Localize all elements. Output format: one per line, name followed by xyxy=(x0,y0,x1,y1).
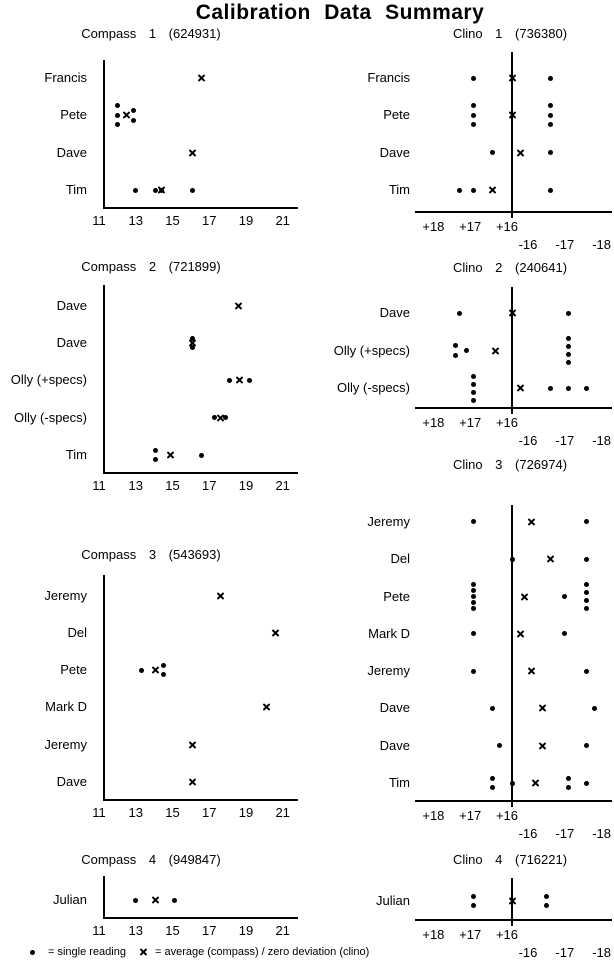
x-axis-line xyxy=(415,407,612,409)
single-reading-dot xyxy=(548,113,553,118)
clino-positive-tick-label: +18 xyxy=(422,415,445,430)
clino-negative-tick-label: -16 xyxy=(518,826,538,841)
single-reading-dot xyxy=(592,706,597,711)
clino-negative-tick-label: -16 xyxy=(518,237,538,252)
clino-positive-tick-label: +17 xyxy=(459,808,482,823)
zero-deviation-x-marker xyxy=(516,629,525,638)
zero-deviation-x-marker xyxy=(516,384,525,393)
x-tick-label: 19 xyxy=(238,478,254,493)
single-reading-dot xyxy=(544,894,549,899)
single-reading-dot xyxy=(457,311,462,316)
x-axis-line xyxy=(415,800,612,802)
clino-negative-tick-label: -18 xyxy=(592,433,611,448)
single-reading-dot xyxy=(227,378,232,383)
x-tick-label: 19 xyxy=(238,213,254,228)
single-reading-dot xyxy=(453,353,458,358)
single-reading-dot xyxy=(131,118,136,123)
row-label: Olly (-specs) xyxy=(337,380,410,395)
average-x-marker xyxy=(157,186,166,195)
single-reading-dot xyxy=(133,898,138,903)
single-reading-dot xyxy=(490,776,495,781)
single-reading-dot xyxy=(199,453,204,458)
zero-deviation-x-marker xyxy=(508,897,517,906)
x-tick-label: 15 xyxy=(165,805,180,820)
single-reading-dot xyxy=(471,382,476,387)
row-label: Francis xyxy=(44,70,87,86)
row-label: Francis xyxy=(367,70,410,86)
single-reading-dot xyxy=(139,668,144,673)
x-tick-label: 19 xyxy=(238,805,254,820)
single-reading-dot xyxy=(471,103,476,108)
average-x-marker xyxy=(166,451,175,460)
average-x-marker xyxy=(188,740,197,749)
single-reading-dot xyxy=(566,785,571,790)
x-tick-label: 11 xyxy=(92,213,106,228)
x-tick-label: 17 xyxy=(201,923,217,938)
single-reading-dot xyxy=(471,903,476,908)
row-label: Jeremy xyxy=(44,736,87,752)
zero-deviation-x-marker xyxy=(488,186,497,195)
clino-positive-tick-label: +18 xyxy=(422,808,445,823)
single-reading-dot xyxy=(471,631,476,636)
clino-positive-tick-label: +18 xyxy=(422,219,445,234)
zero-deviation-x-marker xyxy=(538,704,547,713)
single-reading-dot xyxy=(584,743,589,748)
zero-deviation-x-marker xyxy=(527,667,536,676)
y-axis-line xyxy=(103,575,105,799)
single-reading-dot xyxy=(548,188,553,193)
zero-deviation-x-marker xyxy=(491,346,500,355)
row-label: Mark D xyxy=(45,699,87,715)
single-reading-dot xyxy=(490,785,495,790)
row-label: Dave xyxy=(56,297,87,313)
single-reading-dot xyxy=(153,448,158,453)
single-reading-dot xyxy=(471,606,476,611)
row-label: Tim xyxy=(388,182,410,197)
zero-deviation-x-marker xyxy=(538,741,547,750)
single-reading-dot xyxy=(562,631,567,636)
single-reading-dot xyxy=(190,188,195,193)
x-tick-label: 21 xyxy=(275,923,290,938)
row-label: Dave xyxy=(379,700,410,716)
x-axis-line xyxy=(103,207,298,209)
page-title: Calibration Data Summary xyxy=(195,1,485,24)
clino-negative-tick-label: -18 xyxy=(592,826,611,841)
single-reading-dot xyxy=(161,672,166,677)
clino-positive-tick-label: +16 xyxy=(495,219,519,234)
row-label: Julian xyxy=(53,892,87,907)
clino-negative-tick-label: -17 xyxy=(555,945,575,960)
single-reading-dot xyxy=(584,598,589,603)
x-axis-line xyxy=(103,917,298,919)
single-reading-dot xyxy=(471,894,476,899)
row-label: Pete xyxy=(383,107,410,123)
x-tick-label: 11 xyxy=(92,478,106,493)
row-label: Olly (-specs) xyxy=(14,409,87,425)
chart-title: Compass 4 (949847) xyxy=(81,852,221,867)
single-reading-dot xyxy=(471,390,476,395)
single-reading-dot xyxy=(457,188,462,193)
single-reading-dot xyxy=(497,743,502,748)
single-reading-dot xyxy=(566,352,571,357)
x-tick-label: 11 xyxy=(92,805,106,820)
average-x-marker xyxy=(216,413,225,422)
single-reading-dot xyxy=(453,343,458,348)
single-reading-dot-icon xyxy=(30,950,35,955)
single-reading-dot xyxy=(544,903,549,908)
row-label: Del xyxy=(67,624,87,640)
single-reading-dot xyxy=(584,519,589,524)
row-label: Olly (+specs) xyxy=(333,342,410,358)
average-x-marker xyxy=(188,148,197,157)
x-tick-label: 21 xyxy=(275,805,290,820)
zero-deviation-x-marker xyxy=(508,309,517,318)
average-x-marker xyxy=(235,376,244,385)
row-label: Pete xyxy=(383,588,410,604)
x-axis-line xyxy=(103,799,298,801)
single-reading-dot xyxy=(464,348,469,353)
zero-deviation-x-marker xyxy=(516,148,525,157)
x-tick-label: 21 xyxy=(275,213,290,228)
single-reading-dot xyxy=(548,122,553,127)
chart-title: Clino 3 (726974) xyxy=(452,457,568,472)
zero-deviation-line xyxy=(511,505,513,807)
single-reading-dot xyxy=(584,386,589,391)
single-reading-dot xyxy=(490,150,495,155)
x-axis-line xyxy=(103,472,298,474)
zero-deviation-x-marker xyxy=(508,111,517,120)
x-tick-label: 15 xyxy=(165,478,180,493)
x-tick-label: 11 xyxy=(92,923,106,938)
single-reading-dot xyxy=(471,398,476,403)
row-label: Del xyxy=(390,551,410,567)
clino-positive-tick-label: +18 xyxy=(422,927,445,942)
clino-negative-tick-label: -18 xyxy=(592,945,611,960)
single-reading-dot xyxy=(584,606,589,611)
x-tick-label: 19 xyxy=(238,923,254,938)
chart-title: Compass 3 (543693) xyxy=(81,547,221,562)
x-tick-label: 13 xyxy=(128,805,143,820)
chart-title: Compass 2 (721899) xyxy=(81,259,221,274)
single-reading-dot xyxy=(490,706,495,711)
single-reading-dot xyxy=(133,188,138,193)
x-tick-label: 21 xyxy=(275,478,290,493)
single-reading-dot xyxy=(471,588,476,593)
single-reading-dot xyxy=(247,378,252,383)
single-reading-dot xyxy=(115,113,120,118)
chart-title: Compass 1 (624931) xyxy=(81,26,221,41)
single-reading-dot xyxy=(471,113,476,118)
clino-positive-tick-label: +17 xyxy=(459,927,482,942)
clino-negative-tick-label: -17 xyxy=(555,826,575,841)
chart-title: Clino 4 (716221) xyxy=(452,852,568,867)
single-reading-dot xyxy=(471,594,476,599)
zero-deviation-x-marker xyxy=(527,517,536,526)
clino-positive-tick-label: +17 xyxy=(459,415,482,430)
row-label: Pete xyxy=(60,662,87,678)
single-reading-dot xyxy=(172,898,177,903)
row-label: Jeremy xyxy=(44,587,87,603)
row-label: Dave xyxy=(379,737,410,753)
row-label: Jeremy xyxy=(367,663,410,679)
row-label: Dave xyxy=(379,305,410,321)
row-label: Dave xyxy=(56,335,87,351)
single-reading-dot xyxy=(548,76,553,81)
clino-positive-tick-label: +16 xyxy=(495,808,519,823)
clino-negative-tick-label: -16 xyxy=(518,433,538,448)
single-reading-dot xyxy=(566,776,571,781)
single-reading-dot xyxy=(471,122,476,127)
single-reading-dot xyxy=(562,594,567,599)
single-reading-dot xyxy=(471,582,476,587)
legend-single-reading-label: = single reading xyxy=(48,946,126,958)
single-reading-dot xyxy=(471,76,476,81)
x-tick-label: 15 xyxy=(165,923,180,938)
row-label: Mark D xyxy=(368,625,410,641)
row-label: Dave xyxy=(56,774,87,789)
clino-positive-tick-label: +16 xyxy=(495,927,519,942)
single-reading-dot xyxy=(153,457,158,462)
zero-deviation-x-marker xyxy=(508,74,517,83)
single-reading-dot xyxy=(584,590,589,595)
row-label: Tim xyxy=(65,182,87,197)
single-reading-dot xyxy=(566,386,571,391)
single-reading-dot xyxy=(471,374,476,379)
single-reading-dot xyxy=(584,781,589,786)
x-axis-line xyxy=(415,211,612,213)
x-tick-label: 15 xyxy=(165,213,180,228)
average-x-marker xyxy=(122,111,131,120)
legend xyxy=(30,946,369,958)
clino-negative-tick-label: -17 xyxy=(555,433,575,448)
chart-title: Clino 2 (240641) xyxy=(452,260,568,275)
chart-title: Clino 1 (736380) xyxy=(452,26,568,41)
clino-negative-tick-label: -18 xyxy=(592,237,611,252)
x-tick-label: 17 xyxy=(201,805,217,820)
single-reading-dot xyxy=(566,360,571,365)
single-reading-dot xyxy=(471,600,476,605)
average-x-marker xyxy=(151,896,160,905)
single-reading-dot xyxy=(584,557,589,562)
single-reading-dot xyxy=(131,108,136,113)
average-x-marker xyxy=(188,778,197,787)
single-reading-dot xyxy=(548,103,553,108)
clino-negative-tick-label: -17 xyxy=(555,237,575,252)
x-tick-label: 13 xyxy=(128,923,143,938)
row-label: Tim xyxy=(65,447,87,462)
x-tick-label: 17 xyxy=(201,478,217,493)
y-axis-line xyxy=(103,285,105,472)
clino-negative-tick-label: -16 xyxy=(518,945,538,960)
zero-deviation-x-marker xyxy=(520,592,529,601)
single-reading-dot xyxy=(566,311,571,316)
single-reading-dot xyxy=(471,669,476,674)
average-x-icon xyxy=(139,948,148,957)
y-axis-line xyxy=(103,876,105,917)
zero-deviation-line xyxy=(511,287,513,414)
x-axis-line xyxy=(415,919,612,921)
x-tick-label: 13 xyxy=(128,213,143,228)
y-axis-line xyxy=(103,60,105,207)
average-x-marker xyxy=(197,74,206,83)
single-reading-dot xyxy=(584,669,589,674)
single-reading-dot xyxy=(115,103,120,108)
clino-positive-tick-label: +16 xyxy=(495,415,519,430)
row-label: Julian xyxy=(376,893,410,908)
single-reading-dot xyxy=(471,519,476,524)
row-label: Olly (+specs) xyxy=(10,372,87,388)
average-x-marker xyxy=(188,339,197,348)
single-reading-dot xyxy=(566,336,571,341)
row-label: Jeremy xyxy=(367,513,410,529)
row-label: Dave xyxy=(379,144,410,160)
single-reading-dot xyxy=(510,557,515,562)
single-reading-dot xyxy=(115,122,120,127)
row-label: Dave xyxy=(56,144,87,160)
zero-deviation-x-marker xyxy=(531,779,540,788)
single-reading-dot xyxy=(510,781,515,786)
x-tick-label: 13 xyxy=(128,478,143,493)
row-label: Pete xyxy=(60,107,87,123)
row-label: Tim xyxy=(388,775,410,790)
average-x-marker xyxy=(216,591,225,600)
single-reading-dot xyxy=(548,150,553,155)
clino-positive-tick-label: +17 xyxy=(459,219,482,234)
zero-deviation-x-marker xyxy=(546,555,555,564)
average-x-marker xyxy=(234,301,243,310)
x-tick-label: 17 xyxy=(201,213,217,228)
single-reading-dot xyxy=(161,663,166,668)
single-reading-dot xyxy=(584,582,589,587)
legend-average-label: = average (compass) / zero deviation (clino) xyxy=(154,946,370,958)
single-reading-dot xyxy=(548,386,553,391)
single-reading-dot xyxy=(471,188,476,193)
average-x-marker xyxy=(151,666,160,675)
single-reading-dot xyxy=(566,344,571,349)
